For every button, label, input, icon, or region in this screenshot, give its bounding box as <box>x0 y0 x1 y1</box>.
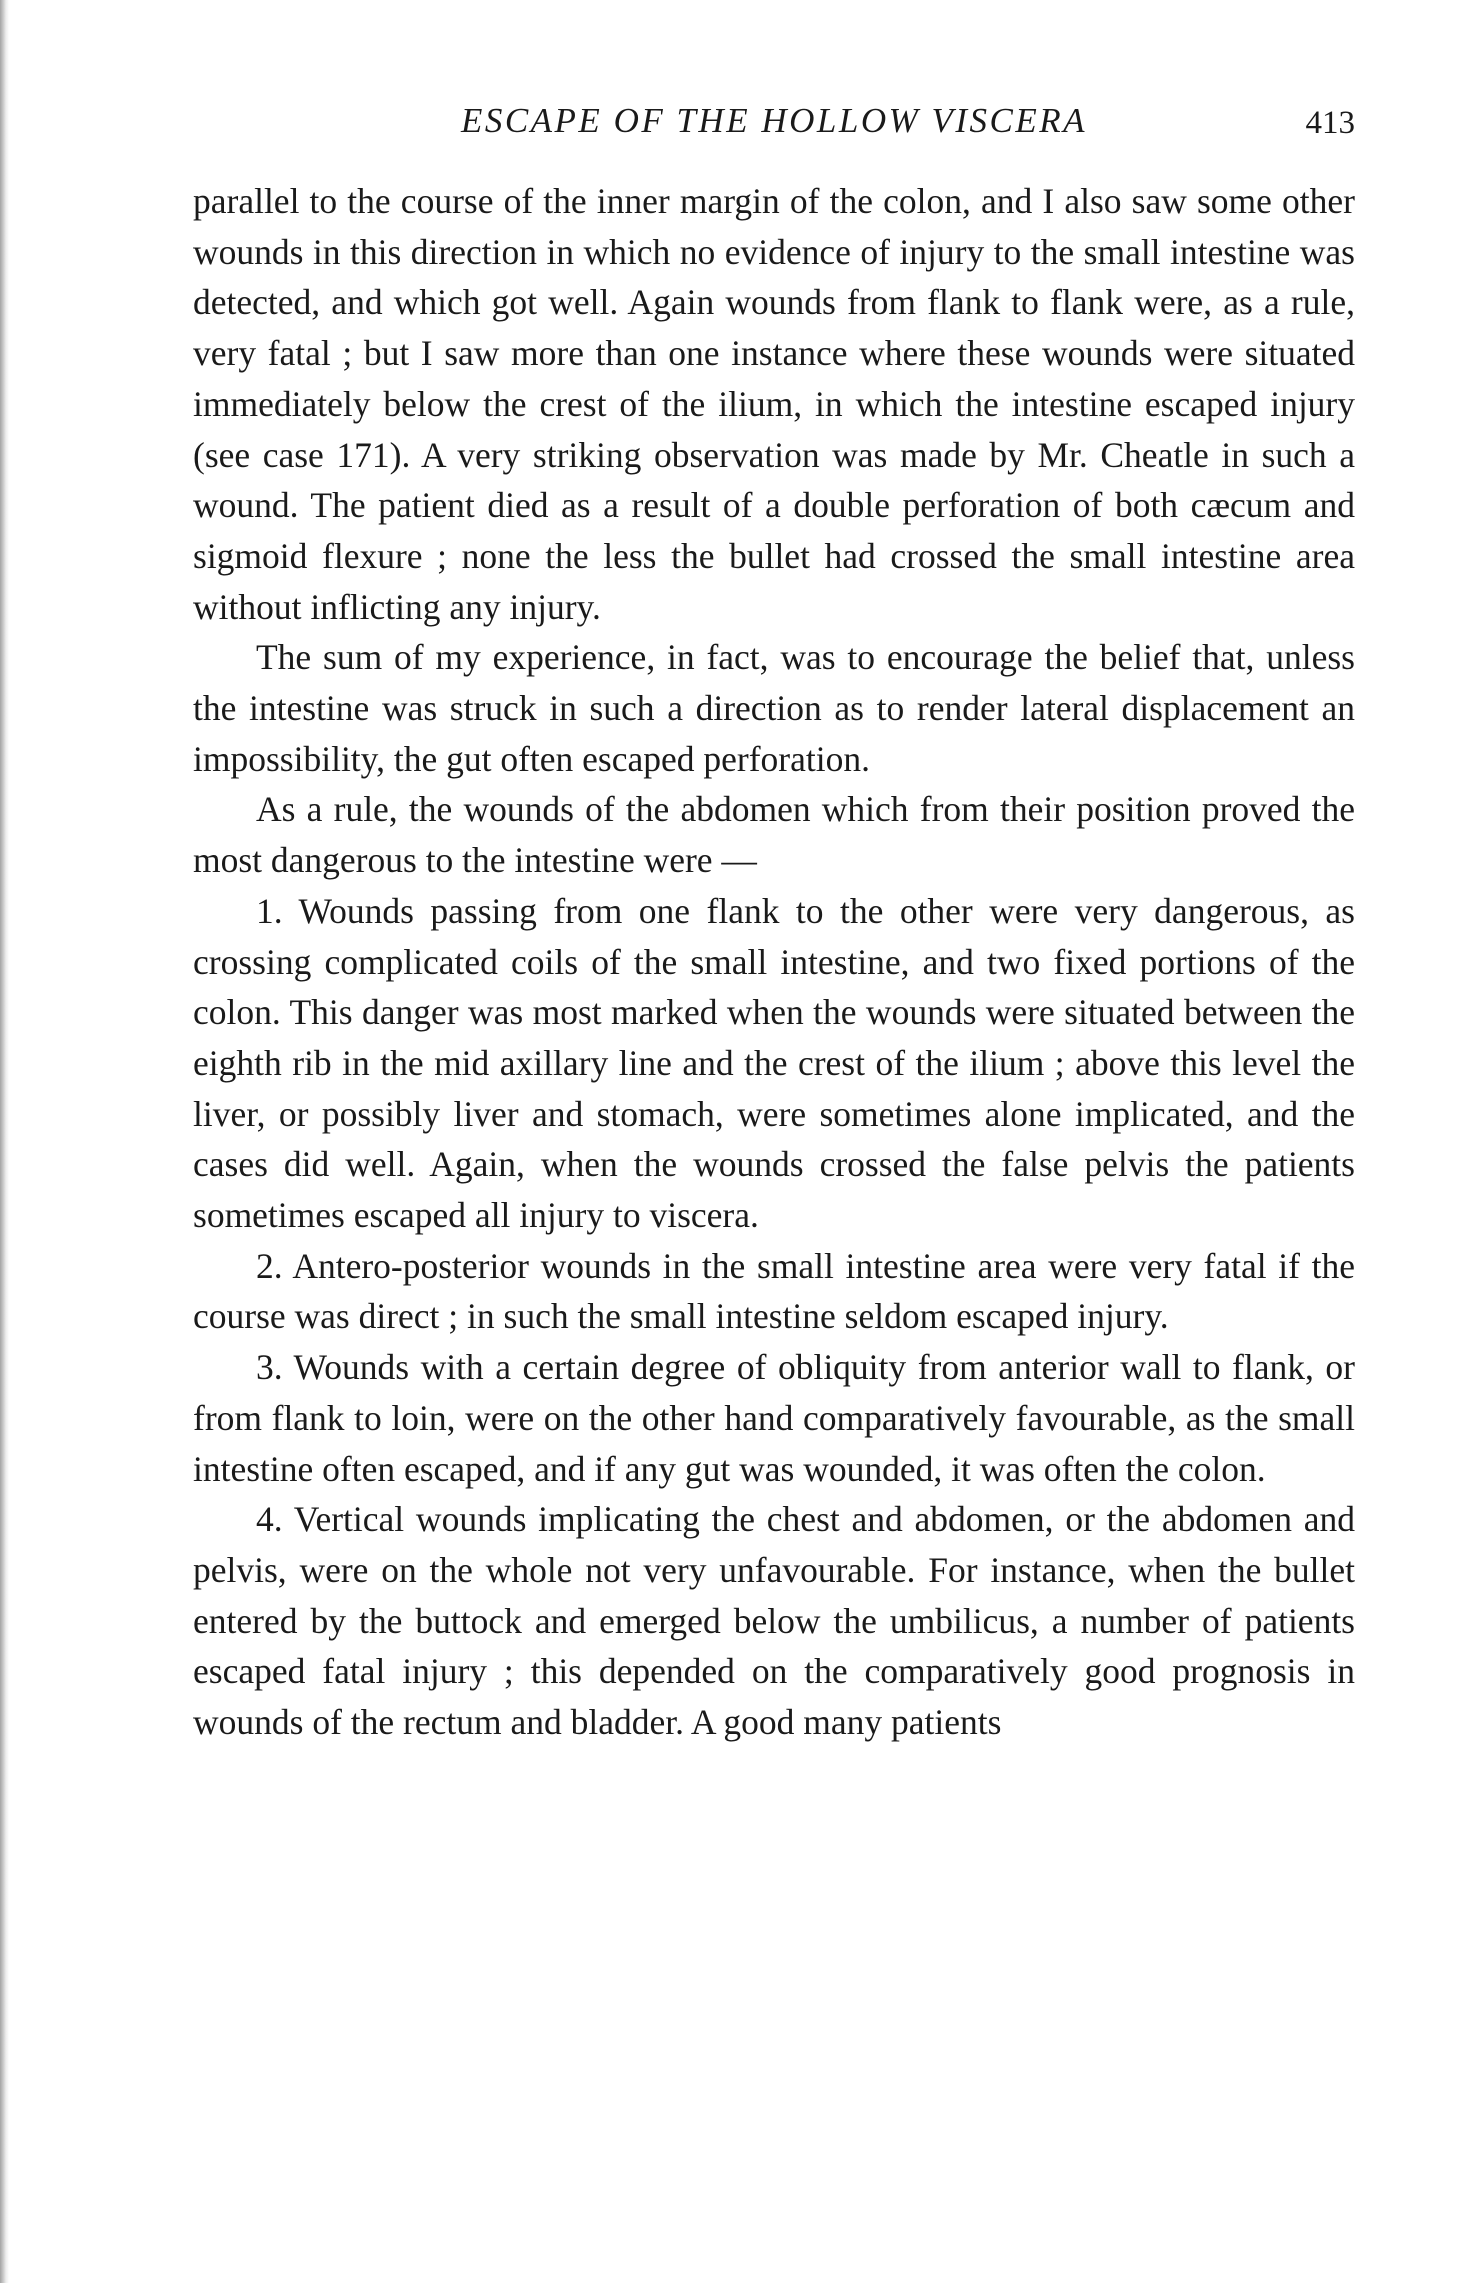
paragraph-continuation: parallel to the course of the inner margin of the colon, and I also saw some other wounds in this direction in which no evidence of injury to the small intestine was detected, and which got well. Again wounds from flank to flank were, as a rule, very fatal ; but I saw more than one instance where these wounds were situated immediately below the crest of the ilium, in which the intestine escaped injury (see case 171). A very striking observation was made by Mr. Cheatle in such a wound. The patient died as a result of a double perforation of both cæcum and sigmoid flexure ; none the less the bullet had crossed the small intestine area without inflicting any injury. <box>193 181 1355 627</box>
list-item-3: 3. Wounds with a certain degree of obliquity from anterior wall to flank, or from flank to loin, were on the other hand comparatively favourable, as the small intestine often escaped, and if any gut was wounded, it was often the colon. <box>193 1347 1355 1489</box>
body-text <box>193 176 1355 1748</box>
page-number: 413 <box>1305 105 1355 141</box>
list-item-2: 2. Antero-posterior wounds in the small intestine area were very fatal if the course was direct ; in such the small intestine seldom escaped injury. <box>193 1245 1355 1337</box>
list-item-1: 1. Wounds passing from one flank to the other were very dangerous, as crossing complicated coils of the small intestine, and two fixed portions of the colon. This danger was most marked when the wounds were situated between the eighth rib in the mid axillary line and the crest of the ilium ; above this level the liver, or possibly liver and stomach, were sometimes alone implicated, and the cases did well. Again, when the wounds crossed the false pelvis the patients sometimes escaped all injury to viscera. <box>193 890 1355 1236</box>
running-head: ESCAPE OF THE HOLLOW VISCERA <box>460 101 1088 140</box>
paragraph-rule-intro: As a rule, the wounds of the abdomen which from their position proved the most dangerous to the intestine were — <box>193 789 1355 881</box>
paragraph-experience: The sum of my experience, in fact, was to encourage the belief that, unless the intestine was struck in such a direction as to render lateral displacement an impossibility, the gut often escaped perforation. <box>193 637 1355 779</box>
list-item-4: 4. Vertical wounds implicating the chest and abdomen, or the abdomen and pelvis, were on the whole not very unfavourable. For instance, when the bullet entered by the buttock and emerged below the umbilicus, a number of patients escaped fatal injury ; this depended on the comparatively good prognosis in wounds of the rectum and bladder. A good many patients <box>193 1499 1355 1743</box>
scan-binding-edge <box>0 0 9 2283</box>
page-header <box>193 96 1355 146</box>
